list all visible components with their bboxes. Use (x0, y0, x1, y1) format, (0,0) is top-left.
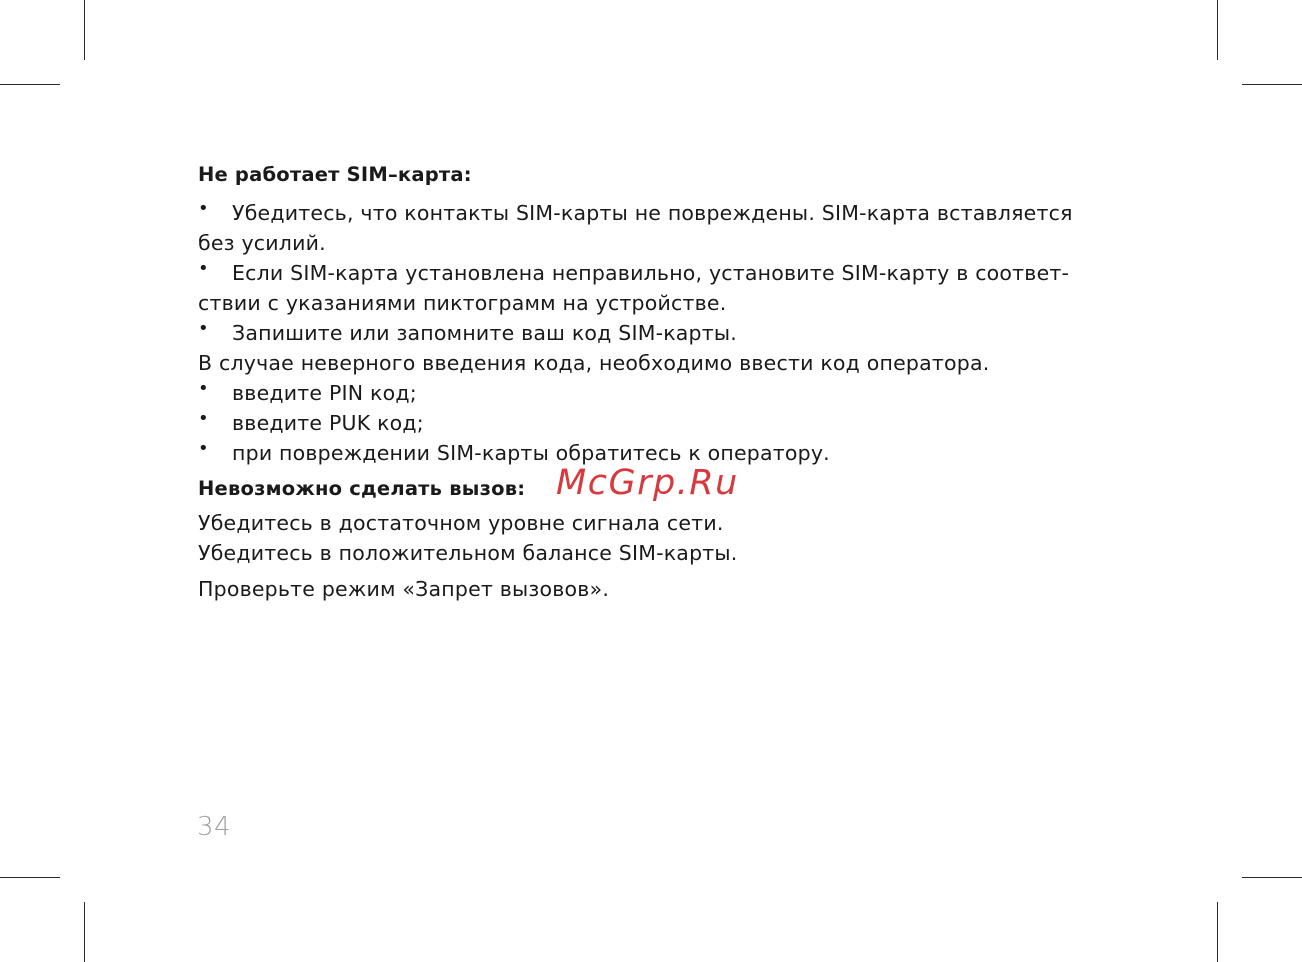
call-line: Убедитесь в достаточном уровне сигнала сети. (198, 511, 724, 535)
crop-mark-top-right-horizontal (1242, 84, 1302, 85)
crop-mark-bottom-left-vertical (84, 902, 85, 962)
list-item (198, 378, 1148, 408)
list-item (198, 318, 1148, 348)
list-item-text: Убедитесь, что контакты SIM-карты не повреждены. SIM-карта вставляется (232, 201, 1073, 225)
list-item-text: введите PUK код; (232, 411, 424, 435)
bullet-icon: • (198, 438, 209, 459)
call-line: Убедитесь в положительном балансе SIM-карты. (198, 541, 738, 565)
call-extra: Проверьте режим «Запрет вызовов». (198, 577, 610, 601)
list-item-text: при повреждении SIM-карты обратитесь к оператору. (232, 441, 830, 465)
list-item (198, 408, 1148, 438)
list-item-text: Если SIM-карта установлена неправильно, установите SIM-карту в соответ- (232, 261, 1070, 285)
crop-mark-top-left-vertical (84, 0, 85, 60)
list-item-text: Запишите или запомните ваш код SIM-карты. (232, 321, 737, 345)
list-item-text: введите PIN код; (232, 381, 417, 405)
bullet-icon: • (198, 378, 209, 399)
bullet-icon: • (198, 258, 209, 279)
bullet-icon: • (198, 408, 209, 429)
bullet-icon: • (198, 318, 209, 339)
crop-mark-bottom-left-horizontal (0, 877, 60, 878)
list-item (198, 198, 1148, 228)
list-item-continuation: без усилий. (198, 231, 326, 255)
section-call-title: Невозможно сделать вызов: (198, 477, 526, 500)
crop-mark-top-right-vertical (1217, 0, 1218, 60)
crop-mark-bottom-right-horizontal (1242, 877, 1302, 878)
list-item-continuation: ствии с указаниями пиктограмм на устройстве. (198, 291, 727, 315)
watermark-logo: McGrp.Ru (556, 463, 739, 503)
bullet-icon: • (198, 198, 209, 219)
crop-mark-bottom-right-vertical (1217, 902, 1218, 962)
sim-note: В случае неверного введения кода, необходимо ввести код оператора. (198, 351, 990, 375)
list-item (198, 258, 1148, 288)
page-content (198, 160, 1148, 604)
page-number: 34 (197, 812, 232, 842)
crop-mark-top-left-horizontal (0, 84, 60, 85)
section-sim-title: Не работает SIM–карта: (198, 163, 472, 186)
